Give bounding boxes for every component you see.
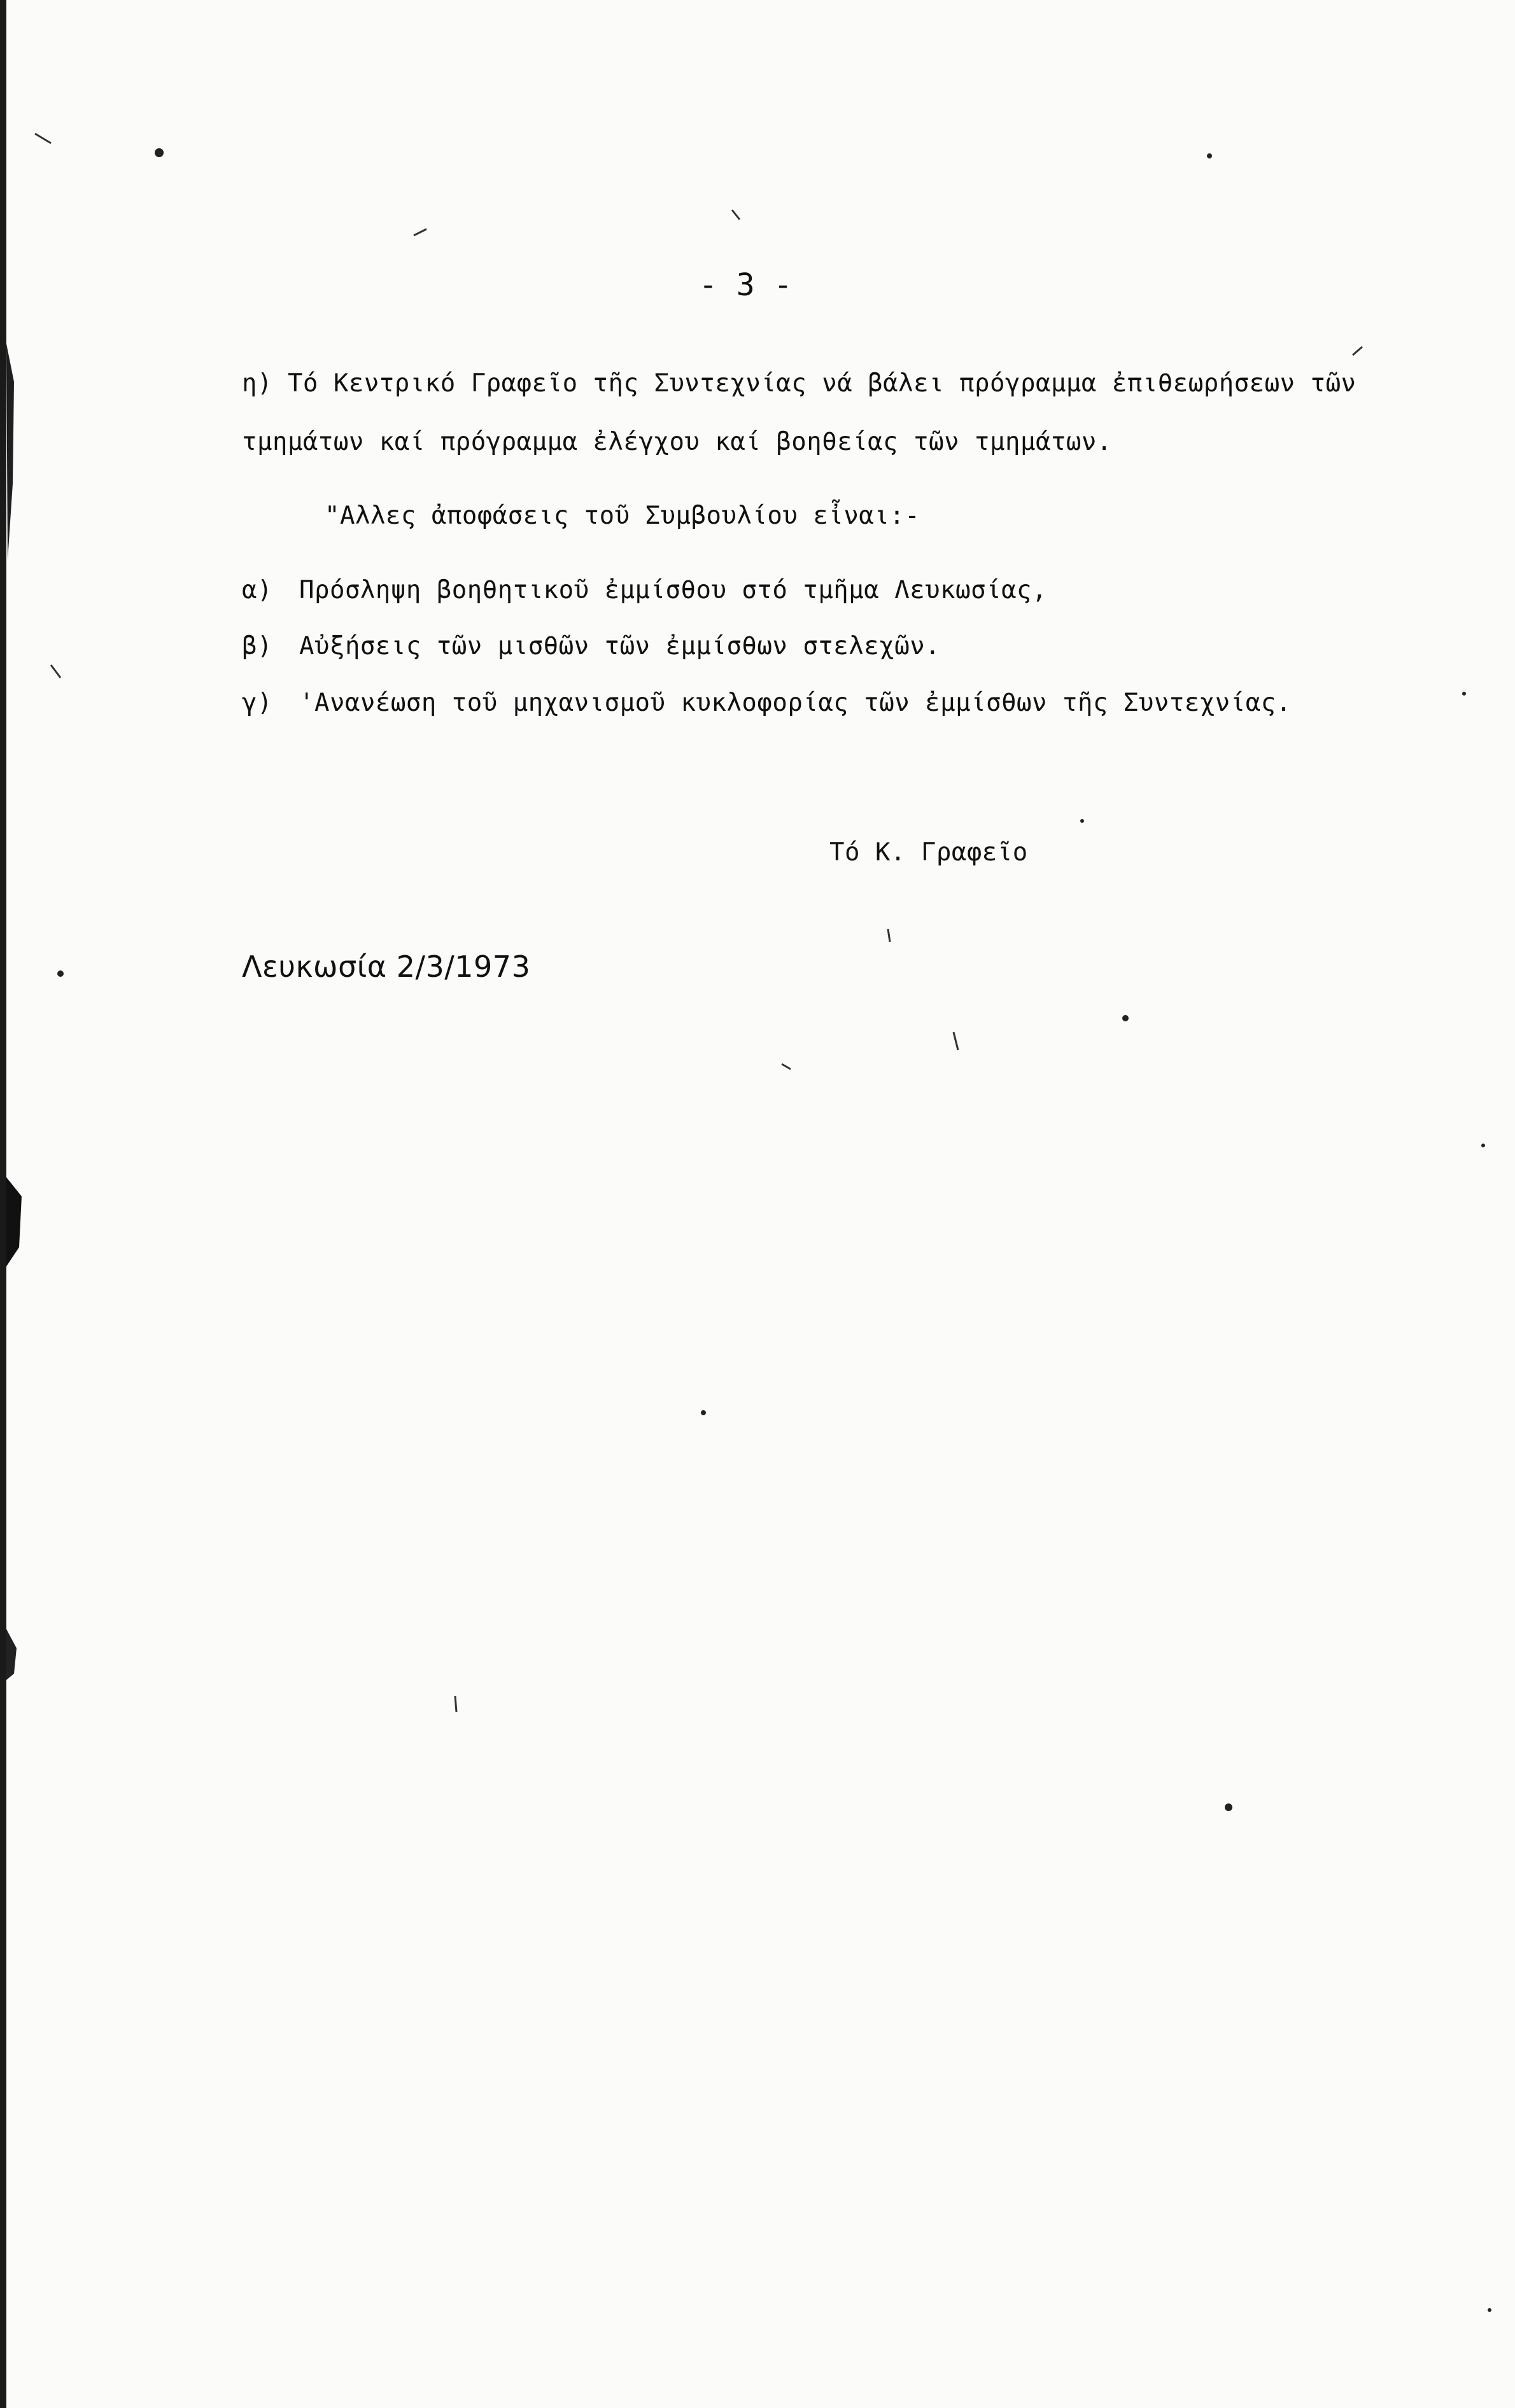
decision-item-alpha xyxy=(242,576,1047,605)
date-line: Λευκωσία 2/3/1973 xyxy=(242,949,531,984)
decision-item-beta xyxy=(242,632,940,661)
decision-text: 'Ανανέωση τοῦ μηχανισμοῦ κυκλοφορίας τῶν ἐμμίσθων τῆς Συντεχνίας. xyxy=(299,689,1292,717)
paragraph-eta-line-2: τμημάτων καί πρόγραμμα ἐλέγχου καί βοηθείας τῶν τμημάτων. xyxy=(242,428,1112,456)
page-number: - 3 - xyxy=(699,267,793,303)
decision-marker: γ) xyxy=(242,689,272,717)
signature: Τό Κ. Γραφεῖο xyxy=(829,838,1028,867)
decision-marker: β) xyxy=(242,632,272,661)
decision-text: Αὐξήσεις τῶν μισθῶν τῶν ἐμμίσθων στελεχῶν. xyxy=(299,632,941,661)
decision-marker: α) xyxy=(242,576,272,605)
binding-edge-shadow xyxy=(0,0,22,2408)
decision-item-gamma xyxy=(242,689,1292,717)
decision-text: Πρόσληψη βοηθητικοῦ ἐμμίσθου στό τμῆμα Λευκωσίας, xyxy=(299,576,1048,605)
decisions-intro: "Αλλες ἀποφάσεις τοῦ Συμβουλίου εἶναι:- xyxy=(325,501,920,530)
paragraph-eta-line-1: η) Τό Κεντρικό Γραφεῖο τῆς Συντεχνίας νά βάλει πρόγραμμα ἐπιθεωρήσεων τῶν xyxy=(242,369,1356,398)
